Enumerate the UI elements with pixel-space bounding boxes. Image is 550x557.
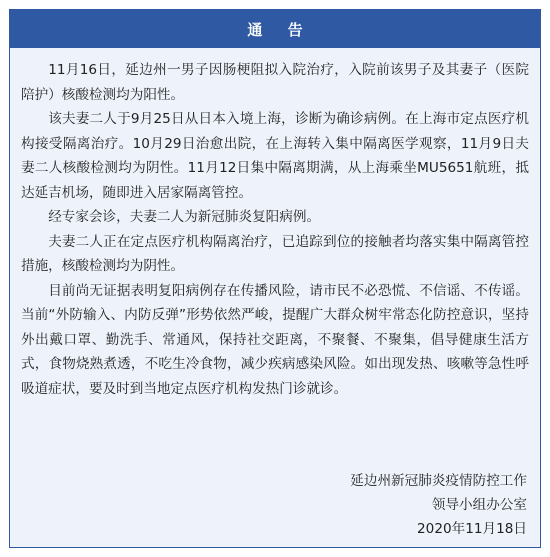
paragraph-1: 11月16日，延边州一男子因肠梗阻拟入院治疗，入院前该男子及其妻子（医院陪护）核酸检测均为阳性。 bbox=[21, 62, 529, 103]
notice-title: 通 告 bbox=[10, 10, 540, 48]
signature-org-line1: 延边州新冠肺炎疫情防控工作 bbox=[350, 473, 527, 489]
signature-org-line2: 领导小组办公室 bbox=[431, 497, 527, 513]
paragraph-5: 目前尚无证据表明复阳病例存在传播风险，请市民不必恐慌、不信谣、不传谣。当前“外防输入、内防反弹”形势依然严峻，提醒广大群众树牢常态化防控意识，坚持外出戴口罩、勤洗手、常通风，保持社交距离，不聚餐、不聚集，倡导健康生活方式，食物烧熟煮透，不吃生冷食物，减少疾病感染风险。如出现发热、咳嗽等急性呼吸道症状，要及时到当地定点医疗机构发热门诊就诊。 bbox=[21, 282, 529, 397]
paragraph-4: 夫妻二人正在定点医疗机构隔离治疗，已追踪到位的接触者均落实集中隔离管控措施，核酸检测均为阴性。 bbox=[21, 233, 529, 274]
paragraph-2: 该夫妻二人于9月25日从日本入境上海，诊断为确诊病例。在上海市定点医疗机构接受隔离治疗。10月29日治愈出院，在上海转入集中隔离医学观察，11月9日夫妻二人核酸检测均为阴性。11月12日集中隔离期满，从上海乘坐MU5651航班，抵达延吉机场，随即进入居家隔离管控。 bbox=[21, 111, 529, 201]
signature-block bbox=[350, 469, 527, 541]
paragraph-3: 经专家会诊，夫妻二人为新冠肺炎复阳病例。 bbox=[48, 209, 321, 225]
notice-body bbox=[10, 48, 540, 401]
notice-panel bbox=[9, 9, 541, 548]
signature-date: 2020年11月18日 bbox=[417, 521, 527, 537]
